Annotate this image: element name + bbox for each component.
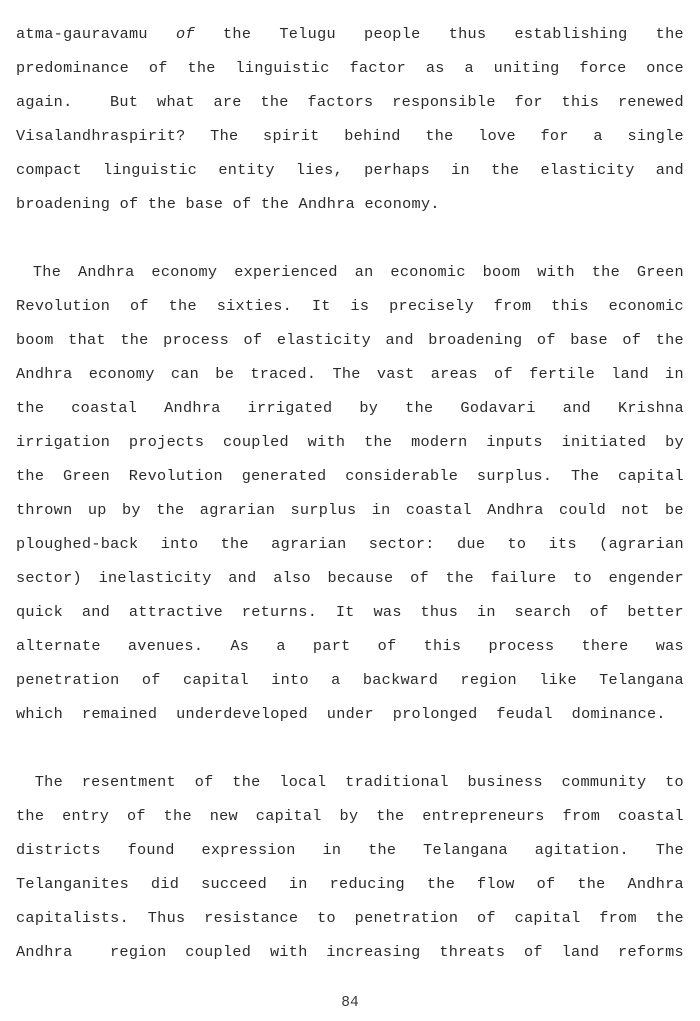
word: by: [359, 399, 379, 417]
word: The: [570, 467, 600, 485]
text-line: [16, 629, 684, 663]
word: agrarian: [199, 501, 276, 519]
text-line: [16, 901, 684, 935]
word: of: [148, 59, 168, 77]
word: ploughed-back: [16, 535, 139, 553]
word: again.: [16, 93, 73, 111]
word: economic: [608, 297, 684, 315]
word: Telangana: [423, 841, 508, 859]
word: threats: [439, 943, 506, 961]
word: of: [494, 365, 513, 383]
word: with: [537, 263, 575, 281]
word: the: [222, 25, 252, 43]
word: the: [16, 807, 45, 825]
word: region: [460, 671, 517, 689]
word: this: [423, 637, 462, 655]
word: part: [312, 637, 351, 655]
word: base: [570, 331, 608, 349]
word: could: [559, 501, 607, 519]
word: avenues.: [127, 637, 204, 655]
word: The: [210, 127, 239, 145]
word: The: [655, 841, 684, 859]
word: a: [464, 59, 474, 77]
word: boom: [482, 263, 521, 281]
word: As: [230, 637, 250, 655]
word: and: [655, 161, 684, 179]
word: love: [478, 127, 516, 145]
word: the: [425, 127, 454, 145]
word: coupled: [185, 943, 252, 961]
word: the: [364, 433, 393, 451]
word: behind: [344, 127, 401, 145]
word: perhaps: [364, 161, 431, 179]
word: renewed: [617, 93, 684, 111]
word: land: [611, 365, 649, 383]
word: But: [110, 93, 139, 111]
word: capital: [617, 467, 684, 485]
word: Andhra: [487, 501, 544, 519]
word: up: [87, 501, 107, 519]
word: Thus: [147, 909, 186, 927]
word: coupled: [223, 433, 289, 451]
word: succeed: [201, 875, 267, 893]
word: surplus: [290, 501, 357, 519]
word: economic: [390, 263, 466, 281]
word: Green: [62, 467, 111, 485]
paragraph-gap: [16, 731, 684, 765]
paragraph-gap: [16, 221, 684, 255]
text-line: [16, 867, 684, 901]
word: the: [655, 25, 684, 43]
word: of: [622, 331, 642, 349]
word: the: [591, 263, 620, 281]
word: capital: [514, 909, 581, 927]
word: Telangana: [599, 671, 684, 689]
word: once: [646, 59, 684, 77]
word: failure: [490, 569, 557, 587]
word: Revolution: [128, 467, 223, 485]
word: alternate: [16, 637, 101, 655]
text-line: [16, 663, 684, 697]
word: and: [562, 399, 591, 417]
word: lies,: [295, 161, 344, 179]
word: in: [288, 875, 308, 893]
word: responsible: [392, 93, 496, 111]
word: coastal: [618, 807, 684, 825]
word: of: [129, 297, 149, 315]
word: establishing: [514, 25, 628, 43]
word: penetration: [354, 909, 459, 927]
word: agitation.: [534, 841, 629, 859]
word: vast: [376, 365, 415, 383]
word: sixties.: [216, 297, 293, 315]
word: the: [368, 841, 397, 859]
word: was: [655, 637, 684, 655]
word: considerable: [345, 467, 459, 485]
word: sector:: [368, 535, 435, 553]
word: for: [514, 93, 543, 111]
word: compact: [16, 161, 82, 179]
word: of: [536, 331, 556, 349]
word: factor: [349, 59, 407, 77]
word: can: [170, 365, 200, 383]
word: attractive: [128, 603, 224, 621]
word: into: [160, 535, 199, 553]
word: by: [339, 807, 359, 825]
word: agrarian: [271, 535, 347, 553]
word: the: [120, 331, 149, 349]
word: The: [32, 263, 62, 281]
word: of: [536, 875, 556, 893]
word: surplus.: [476, 467, 553, 485]
word: a: [593, 127, 603, 145]
word: of: [176, 25, 195, 43]
text-line: [16, 493, 684, 527]
word: The: [34, 773, 64, 791]
word: there: [581, 637, 629, 655]
word: process: [488, 637, 555, 655]
word: traditional: [345, 773, 449, 791]
word: Telanganites: [16, 875, 130, 893]
word: entity: [218, 161, 275, 179]
word: expression: [201, 841, 296, 859]
word: districts: [16, 841, 101, 859]
word: the: [168, 297, 197, 315]
word: business: [467, 773, 543, 791]
text-line: [16, 323, 684, 357]
word: sector): [16, 569, 82, 587]
text-line: [16, 527, 684, 561]
word: Visalandhraspirit?: [16, 127, 186, 145]
word: thus: [448, 25, 487, 43]
word: the: [655, 331, 684, 349]
word: reforms: [618, 943, 684, 961]
word: to: [573, 569, 592, 587]
word: to: [665, 773, 684, 791]
word: spirit: [263, 127, 320, 145]
word: coastal: [71, 399, 138, 417]
word: increasing: [326, 943, 421, 961]
word: local: [279, 773, 327, 791]
word: initiated: [561, 433, 647, 451]
word: what: [157, 93, 195, 111]
word: is: [350, 297, 370, 315]
word: the: [376, 807, 405, 825]
word: are: [213, 93, 242, 111]
word: thus: [420, 603, 459, 621]
word: fertile: [529, 365, 595, 383]
word: of: [141, 671, 161, 689]
word: experienced: [234, 263, 338, 281]
word: the: [16, 467, 45, 485]
word: which remained underdeveloped under prolonged feudal dominance.: [16, 705, 666, 723]
word: the: [220, 535, 249, 553]
word: by: [122, 501, 141, 519]
text-line: [16, 391, 684, 425]
word: to: [317, 909, 336, 927]
text-line: [16, 255, 684, 289]
word: capital: [255, 807, 322, 825]
word: the: [655, 909, 684, 927]
word: projects: [128, 433, 205, 451]
text-line: [16, 187, 684, 221]
word: force: [579, 59, 627, 77]
paragraph: [16, 765, 684, 969]
word: returns.: [241, 603, 318, 621]
paragraph: [16, 255, 684, 731]
word: with: [269, 943, 308, 961]
word: of: [477, 909, 496, 927]
word: from: [493, 297, 532, 315]
text-line: [16, 119, 684, 153]
word: modern: [411, 433, 468, 451]
word: linguistic: [103, 161, 198, 179]
word: inputs: [486, 433, 543, 451]
word: single: [627, 127, 684, 145]
word: Andhra: [16, 365, 73, 383]
paragraph: [16, 17, 684, 221]
word: to: [507, 535, 527, 553]
word: from: [562, 807, 601, 825]
word: was: [373, 603, 402, 621]
word: Andhra: [627, 875, 684, 893]
word: irrigated: [247, 399, 333, 417]
word: atma-gauravamu: [16, 25, 148, 43]
word: entrepreneurs: [422, 807, 545, 825]
body-text-column: [16, 17, 684, 969]
text-line: [16, 51, 684, 85]
word: due: [456, 535, 486, 553]
word: Green: [636, 263, 684, 281]
word: entry: [62, 807, 110, 825]
word: capital: [182, 671, 249, 689]
word: factors: [307, 93, 374, 111]
word: resistance: [204, 909, 299, 927]
word: traced.: [250, 365, 317, 383]
word: did: [150, 875, 180, 893]
word: coastal: [405, 501, 472, 519]
word: like: [539, 671, 577, 689]
word: not: [621, 501, 650, 519]
word: better: [627, 603, 684, 621]
word: be: [665, 501, 684, 519]
word: generated: [241, 467, 327, 485]
word: the: [577, 875, 606, 893]
word: process: [163, 331, 229, 349]
word: for: [540, 127, 569, 145]
word: economy: [88, 365, 155, 383]
word: boom: [16, 331, 54, 349]
word: flow: [477, 875, 515, 893]
word: Andhra: [16, 943, 73, 961]
word: the: [156, 501, 185, 519]
word: reducing: [329, 875, 405, 893]
word: linguistic: [235, 59, 330, 77]
word: of: [243, 331, 263, 349]
word: by: [665, 433, 684, 451]
word: in: [322, 841, 342, 859]
word: because: [327, 569, 394, 587]
word: penetration: [16, 671, 120, 689]
word: of: [524, 943, 543, 961]
word: the: [491, 161, 520, 179]
page-number: 84: [341, 995, 359, 1011]
text-line: [16, 17, 684, 51]
word: in: [371, 501, 391, 519]
word: The: [332, 365, 361, 383]
word: predominance: [16, 59, 130, 77]
word: backward: [362, 671, 439, 689]
word: (agrarian: [599, 535, 684, 553]
word: the: [187, 59, 216, 77]
text-line: [16, 425, 684, 459]
word: Andhra: [164, 399, 221, 417]
word: in: [665, 365, 684, 383]
word: a: [331, 671, 341, 689]
word: land: [561, 943, 600, 961]
word: of: [589, 603, 609, 621]
text-line: [16, 289, 684, 323]
word: the: [232, 773, 261, 791]
word: an: [354, 263, 374, 281]
word: a: [276, 637, 286, 655]
word: broadening: [428, 331, 523, 349]
word: Krishna: [617, 399, 684, 417]
text-line: [16, 459, 684, 493]
word: as: [425, 59, 445, 77]
word: search: [514, 603, 572, 621]
word: quick: [16, 603, 64, 621]
word: and: [385, 331, 414, 349]
word: of: [410, 569, 429, 587]
word: into: [271, 671, 309, 689]
word: Revolution: [16, 297, 111, 315]
word: of: [126, 807, 146, 825]
word: the: [163, 807, 192, 825]
word: It: [335, 603, 355, 621]
word: people: [364, 25, 421, 43]
word: the: [405, 399, 434, 417]
word: thrown: [16, 501, 73, 519]
word: Telugu: [279, 25, 336, 43]
text-line: [16, 85, 684, 119]
word: the: [260, 93, 289, 111]
word: irrigation: [16, 433, 111, 451]
word: this: [561, 93, 600, 111]
text-line: [16, 799, 684, 833]
word: elasticity: [540, 161, 635, 179]
word: economy: [151, 263, 218, 281]
word: from: [599, 909, 637, 927]
word: community: [561, 773, 647, 791]
word: broadening of the base of the Andhra economy.: [16, 195, 440, 213]
word: and: [228, 569, 257, 587]
word: Godavari: [460, 399, 536, 417]
word: uniting: [493, 59, 560, 77]
word: areas: [430, 365, 478, 383]
word: engender: [608, 569, 684, 587]
text-line: [16, 833, 684, 867]
word: of: [377, 637, 397, 655]
word: capitalists.: [16, 909, 130, 927]
word: region: [110, 943, 167, 961]
text-line: [16, 935, 684, 969]
text-line: [16, 697, 684, 731]
text-line: [16, 765, 684, 799]
text-line: [16, 357, 684, 391]
text-line: [16, 153, 684, 187]
word: its: [548, 535, 577, 553]
word: new: [209, 807, 238, 825]
word: also: [273, 569, 311, 587]
word: found: [127, 841, 175, 859]
word: this: [551, 297, 589, 315]
word: in: [476, 603, 496, 621]
text-line: [16, 561, 684, 595]
word: in: [451, 161, 470, 179]
word: the: [426, 875, 456, 893]
word: Andhra: [78, 263, 135, 281]
text-line: [16, 595, 684, 629]
word: resentment: [81, 773, 176, 791]
word: with: [307, 433, 346, 451]
word: that: [68, 331, 106, 349]
word: elasticity: [276, 331, 371, 349]
word: the: [16, 399, 45, 417]
word: precisely: [389, 297, 474, 315]
word: of: [194, 773, 214, 791]
word: the: [445, 569, 474, 587]
word: be: [215, 365, 235, 383]
word: and: [81, 603, 111, 621]
word: inelasticity: [98, 569, 212, 587]
word: It: [311, 297, 331, 315]
